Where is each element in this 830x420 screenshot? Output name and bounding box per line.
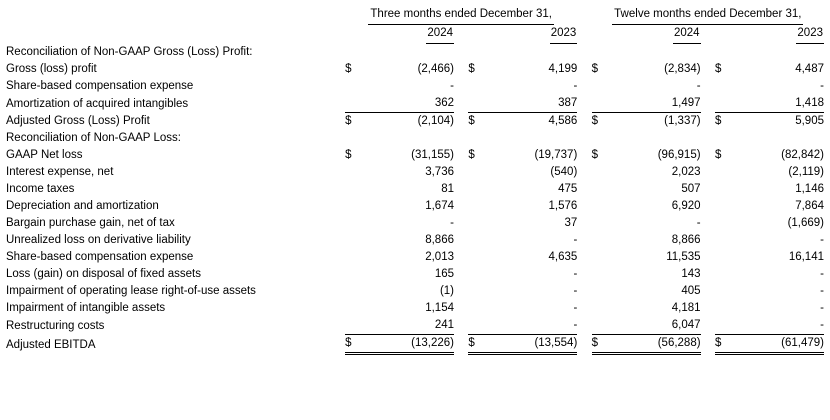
column-gap-cell (701, 317, 715, 335)
column-gap-cell (454, 215, 468, 232)
value-cell: - (820, 234, 824, 246)
value-cell: (540) (550, 166, 578, 178)
value-cell: 37 (564, 217, 578, 229)
column-gap-cell (577, 317, 591, 335)
currency-symbol-cell (345, 95, 368, 113)
column-gap-cell (701, 181, 715, 198)
value-cell: 405 (681, 285, 701, 297)
currency-symbol-cell (592, 215, 615, 232)
value-cell: (2,104) (368, 113, 454, 131)
column-gap-cell (701, 113, 715, 131)
column-gap-cell (577, 181, 591, 198)
section-title-row (6, 130, 824, 147)
currency-symbol-cell (345, 283, 368, 300)
table-row (6, 164, 824, 181)
currency-symbol-cell: $ (592, 335, 615, 354)
column-gap-cell (577, 249, 591, 266)
row-label: Unrealized loss on derivative liability (6, 234, 191, 246)
value-cell: 507 (681, 183, 701, 195)
value-cell: - (573, 319, 578, 331)
currency-symbol-cell (715, 283, 738, 300)
currency-symbol-cell (592, 78, 615, 95)
header-group-three-months-label: Three months ended December 31, (368, 6, 554, 25)
currency-symbol-cell (715, 249, 738, 266)
currency-symbol-cell (468, 249, 491, 266)
value-cell: 1,576 (548, 200, 578, 212)
value-cell: (2,466) (417, 63, 454, 75)
column-gap-cell (454, 95, 468, 113)
value-cell: (13,554) (491, 335, 577, 354)
row-label: Depreciation and amortization (6, 200, 159, 212)
row-label: GAAP Net loss (6, 149, 83, 161)
header-year-fy-2024-label: 2024 (673, 25, 701, 44)
value-cell: - (696, 80, 701, 92)
table-row (6, 78, 824, 95)
value-cell: - (573, 268, 578, 280)
value-cell: (1,337) (614, 113, 700, 131)
currency-symbol-cell (715, 300, 738, 317)
value-cell: - (573, 302, 578, 314)
currency-symbol-cell (592, 181, 615, 198)
header-gap-cell (577, 6, 591, 25)
currency-symbol-cell: $ (714, 63, 722, 75)
value-cell: 1,497 (671, 97, 701, 109)
row-label: Bargain purchase gain, net of tax (6, 217, 175, 229)
value-cell: - (820, 302, 824, 314)
value-cell: (61,479) (738, 335, 824, 354)
column-gap-cell (701, 283, 715, 300)
header-year-row (6, 25, 824, 44)
currency-symbol-cell: $ (345, 113, 368, 131)
currency-symbol-cell (592, 164, 615, 181)
column-gap-cell (577, 61, 591, 78)
table-row (6, 147, 824, 164)
currency-symbol-cell (468, 283, 491, 300)
header-year-q4-2023 (468, 25, 577, 44)
header-gap-1 (454, 25, 468, 44)
value-cell: 475 (558, 183, 578, 195)
currency-symbol-cell (345, 181, 368, 198)
currency-symbol-cell (715, 266, 738, 283)
row-label: Gross (loss) profit (6, 63, 97, 75)
column-gap-cell (454, 164, 468, 181)
value-cell: 6,920 (671, 200, 701, 212)
value-cell: - (450, 80, 454, 92)
column-gap-cell (577, 283, 591, 300)
column-gap-cell (454, 198, 468, 215)
currency-symbol-cell (345, 164, 368, 181)
column-gap-cell (577, 232, 591, 249)
row-label: Share-based compensation expense (6, 80, 194, 92)
table-row (6, 198, 824, 215)
row-label: Adjusted Gross (Loss) Profit (6, 115, 150, 127)
row-label: Impairment of operating lease right-of-use assets (6, 285, 256, 297)
column-gap-cell (454, 113, 468, 131)
header-group-row (6, 6, 824, 25)
row-label: Restructuring costs (6, 319, 105, 332)
row-label: Impairment of intangible assets (6, 302, 166, 314)
value-cell: 16,141 (788, 251, 824, 263)
header-year-fy-2023-label: 2023 (796, 25, 824, 44)
column-gap-cell (701, 95, 715, 113)
currency-symbol-cell: $ (468, 113, 491, 131)
column-gap-cell (701, 300, 715, 317)
column-gap-cell (701, 232, 715, 249)
section-title-row (6, 44, 824, 61)
value-cell: 11,535 (666, 251, 701, 263)
currency-symbol-cell: $ (345, 63, 352, 75)
header-year-fy-2023 (715, 25, 824, 44)
header-year-q4-2024-label: 2024 (426, 25, 454, 44)
section-title: Reconciliation of Non-GAAP Loss: (6, 132, 181, 144)
currency-symbol-cell (468, 164, 491, 181)
currency-symbol-cell (715, 198, 738, 215)
column-gap-cell (577, 147, 591, 164)
currency-symbol-cell (468, 317, 491, 335)
column-gap-cell (577, 95, 591, 113)
row-label: Share-based compensation expense (6, 251, 194, 263)
currency-symbol-cell: $ (714, 149, 722, 161)
column-gap-cell (701, 198, 715, 215)
currency-symbol-cell (468, 215, 491, 232)
column-gap-cell (454, 232, 468, 249)
value-cell: 143 (681, 268, 701, 280)
currency-symbol-cell: $ (591, 149, 599, 161)
header-blank-cell-2 (6, 25, 345, 44)
currency-symbol-cell (715, 181, 738, 198)
value-cell: (31,155) (411, 149, 454, 161)
table-row (6, 181, 824, 198)
header-year-fy-2024 (592, 25, 701, 44)
table-row (6, 300, 824, 317)
value-cell: 8,866 (671, 234, 701, 246)
currency-symbol-cell: $ (715, 335, 738, 354)
currency-symbol-cell: $ (468, 335, 491, 354)
header-gap-2 (577, 25, 591, 44)
header-group-three-months (345, 6, 577, 25)
column-gap-cell (577, 198, 591, 215)
value-cell: 7,864 (795, 200, 824, 212)
currency-symbol-cell (468, 95, 491, 113)
value-cell: - (820, 319, 824, 331)
value-cell: 8,866 (425, 234, 454, 246)
column-gap-cell (577, 164, 591, 181)
currency-symbol-cell (592, 283, 615, 300)
currency-symbol-cell (592, 300, 615, 317)
column-gap-cell (701, 215, 715, 232)
currency-symbol-cell (345, 215, 368, 232)
currency-symbol-cell (715, 78, 738, 95)
value-cell: - (573, 285, 578, 297)
value-cell: 1,154 (425, 302, 454, 314)
currency-symbol-cell (715, 95, 738, 113)
column-gap-cell (577, 335, 591, 354)
value-cell: 4,181 (671, 302, 701, 314)
financial-statement-page (0, 6, 830, 420)
column-gap-cell (701, 249, 715, 266)
section-title: Reconciliation of Non-GAAP Gross (Loss) Profit: (6, 46, 253, 58)
column-gap-cell (454, 300, 468, 317)
value-cell: 4,586 (491, 113, 577, 131)
column-gap-cell (454, 317, 468, 335)
value-cell: (13,226) (368, 335, 454, 354)
currency-symbol-cell: $ (468, 63, 475, 75)
row-label: Loss (gain) on disposal of fixed assets (6, 268, 201, 280)
table-row (6, 249, 824, 266)
column-gap-cell (701, 78, 715, 95)
column-gap-cell (701, 61, 715, 78)
value-cell: 2,013 (425, 251, 454, 263)
column-gap-cell (454, 181, 468, 198)
column-gap-cell (454, 78, 468, 95)
table-row (6, 266, 824, 283)
column-gap-cell (577, 266, 591, 283)
column-gap-cell (454, 335, 468, 354)
header-group-twelve-months (592, 6, 824, 25)
currency-symbol-cell (468, 232, 491, 249)
column-gap-cell (577, 113, 591, 131)
column-gap-cell (577, 300, 591, 317)
currency-symbol-cell: $ (345, 335, 368, 354)
column-gap-cell (454, 147, 468, 164)
row-label: Amortization of acquired intangibles (6, 97, 189, 110)
value-cell: (2,119) (788, 166, 824, 178)
currency-symbol-cell (592, 249, 615, 266)
column-gap-cell (454, 266, 468, 283)
value-cell: 4,635 (548, 251, 578, 263)
column-gap-cell (454, 249, 468, 266)
table-row (6, 232, 824, 249)
currency-symbol-cell: $ (592, 113, 615, 131)
currency-symbol-cell (345, 232, 368, 249)
currency-symbol-cell (345, 198, 368, 215)
column-gap-cell (701, 147, 715, 164)
table-row (6, 61, 824, 78)
column-gap-cell (454, 283, 468, 300)
table-body (6, 44, 824, 354)
currency-symbol-cell (345, 249, 368, 266)
table-row (6, 113, 824, 131)
header-group-twelve-months-label: Twelve months ended December 31, (612, 6, 803, 25)
value-cell: - (820, 285, 824, 297)
currency-symbol-cell (468, 198, 491, 215)
value-cell: 5,905 (738, 113, 824, 131)
value-cell: (2,834) (664, 63, 701, 75)
currency-symbol-cell: $ (345, 149, 352, 161)
value-cell: 3,736 (425, 166, 454, 178)
value-cell: (19,737) (534, 149, 578, 161)
currency-symbol-cell (592, 198, 615, 215)
row-label: Income taxes (6, 183, 75, 195)
value-cell: (1,669) (787, 217, 824, 229)
currency-symbol-cell (715, 317, 738, 335)
header-year-q4-2024 (345, 25, 454, 44)
currency-symbol-cell (345, 317, 368, 335)
non-gaap-reconciliation-table (6, 6, 824, 355)
value-cell: 6,047 (671, 319, 701, 331)
value-cell: 2,023 (671, 166, 701, 178)
value-cell: 362 (434, 97, 454, 109)
currency-symbol-cell (592, 232, 615, 249)
value-cell: 387 (558, 97, 578, 109)
table-row (6, 95, 824, 113)
row-label: Interest expense, net (6, 166, 114, 178)
currency-symbol-cell (592, 266, 615, 283)
value-cell: - (696, 217, 701, 229)
value-cell: - (820, 80, 824, 92)
value-cell: (96,915) (657, 149, 701, 161)
table-header (6, 6, 824, 44)
currency-symbol-cell (468, 181, 491, 198)
column-gap-cell (577, 78, 591, 95)
column-gap-cell (701, 335, 715, 354)
currency-symbol-cell (715, 232, 738, 249)
value-cell: - (450, 217, 454, 229)
value-cell: 4,487 (795, 63, 824, 75)
value-cell: 241 (434, 319, 454, 331)
currency-symbol-cell (345, 300, 368, 317)
value-cell: 1,674 (425, 200, 454, 212)
column-gap-cell (577, 215, 591, 232)
currency-symbol-cell (592, 95, 615, 113)
value-cell: (56,288) (614, 335, 700, 354)
currency-symbol-cell: $ (591, 63, 599, 75)
table-row (6, 215, 824, 232)
currency-symbol-cell: $ (715, 113, 738, 131)
value-cell: (82,842) (781, 149, 824, 161)
currency-symbol-cell (715, 215, 738, 232)
value-cell: 165 (434, 268, 454, 280)
currency-symbol-cell (715, 164, 738, 181)
value-cell: - (573, 234, 578, 246)
header-gap-3 (701, 25, 715, 44)
value-cell: (1) (439, 285, 454, 297)
header-year-q4-2023-label: 2023 (550, 25, 578, 44)
table-row (6, 283, 824, 300)
value-cell: - (573, 80, 578, 92)
value-cell: 1,418 (795, 97, 824, 109)
header-blank-cell (6, 6, 345, 25)
value-cell: 4,199 (548, 63, 578, 75)
column-gap-cell (701, 164, 715, 181)
table-row (6, 335, 824, 354)
currency-symbol-cell (468, 266, 491, 283)
currency-symbol-cell (592, 317, 615, 335)
value-cell: 81 (441, 183, 454, 195)
currency-symbol-cell (468, 300, 491, 317)
value-cell: 1,146 (795, 183, 824, 195)
column-gap-cell (454, 61, 468, 78)
row-label: Adjusted EBITDA (6, 338, 96, 351)
currency-symbol-cell: $ (468, 149, 475, 161)
currency-symbol-cell (468, 78, 491, 95)
table-row (6, 317, 824, 335)
currency-symbol-cell (345, 266, 368, 283)
currency-symbol-cell (345, 78, 368, 95)
column-gap-cell (701, 266, 715, 283)
value-cell: - (820, 268, 824, 280)
